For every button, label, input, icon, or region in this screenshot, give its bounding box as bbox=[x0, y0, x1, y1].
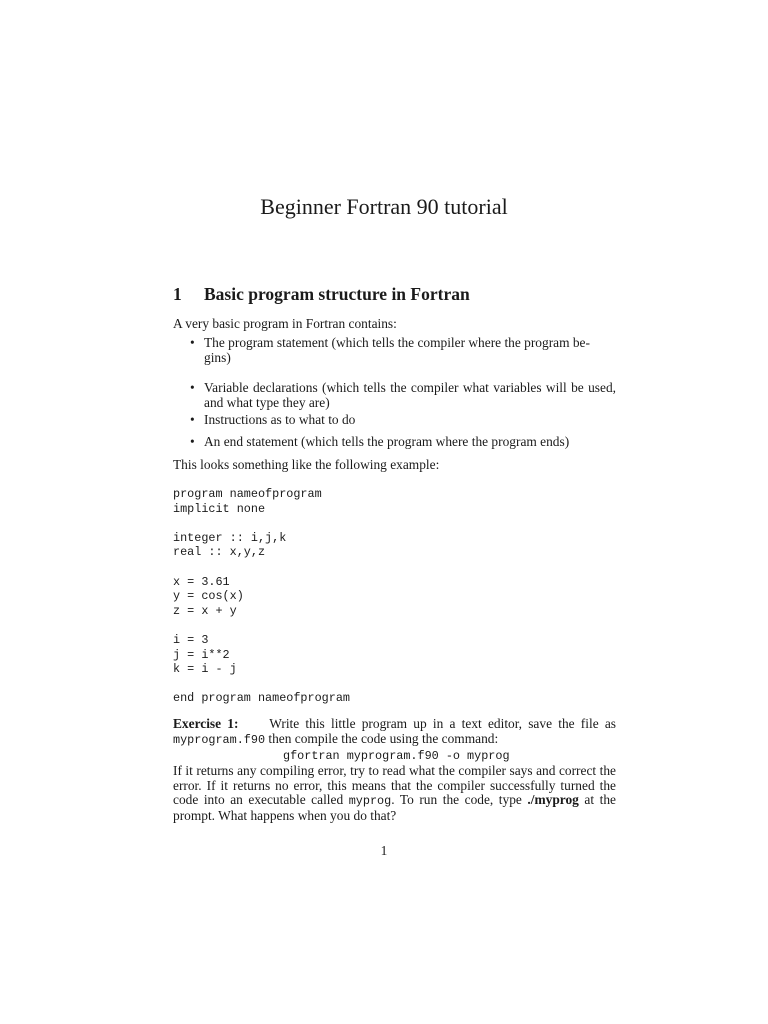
code-line: end program nameofprogram bbox=[173, 691, 350, 706]
exercise-text-5: at the prompt. What happens when you do that? bbox=[173, 792, 616, 823]
code-block bbox=[173, 487, 350, 706]
document-title: Beginner Fortran 90 tutorial bbox=[260, 194, 508, 219]
bullet-icon: • bbox=[190, 380, 195, 395]
code-blank-line bbox=[173, 677, 350, 692]
code-line: x = 3.61 bbox=[173, 574, 230, 589]
page-number: 1 bbox=[380, 843, 388, 858]
bullet-icon: • bbox=[190, 335, 195, 350]
list-item bbox=[190, 435, 616, 450]
exercise-paragraph bbox=[173, 717, 616, 747]
code-line: real :: x,y,z bbox=[173, 545, 266, 560]
exercise-label: Exercise 1: bbox=[173, 716, 239, 731]
exercise-instructions bbox=[173, 764, 616, 823]
exercise-text-3: If it returns any compiling error, try to read what the compiler says and correct the error. If it returns no error, this means that the compiler successfully turned the code into an executable called bbox=[173, 763, 616, 808]
section-intro: A very basic program in Fortran contains: bbox=[173, 316, 397, 331]
run-command: ./myprog bbox=[527, 792, 579, 808]
section-heading bbox=[173, 284, 470, 305]
code-line: y = cos(x) bbox=[173, 589, 244, 604]
list-item-text: The program statement (which tells the compiler where the program be- gins) bbox=[204, 335, 590, 365]
list-item-text: Variable declarations (which tells the compiler what variables will be used, and what type they are) bbox=[204, 380, 616, 410]
code-line: z = x + y bbox=[173, 603, 237, 618]
exercise-text-1: Write this little program up in a text editor, save the file as bbox=[269, 716, 616, 731]
list-item bbox=[190, 336, 616, 365]
exercise-filename: myprogram.f90 bbox=[173, 732, 266, 747]
exercise-text-4: . To run the code, type bbox=[391, 792, 528, 808]
list-item-text: Instructions as to what to do bbox=[204, 412, 356, 427]
bullet-icon: • bbox=[190, 412, 195, 427]
list-item bbox=[190, 381, 616, 410]
compile-command: gfortran myprogram.f90 -o myprog bbox=[283, 749, 510, 763]
code-blank-line bbox=[173, 516, 350, 531]
code-line: j = i**2 bbox=[173, 647, 230, 662]
code-line: implicit none bbox=[173, 501, 266, 516]
example-intro: This looks something like the following example: bbox=[173, 457, 440, 472]
code-line: k = i - j bbox=[173, 662, 237, 677]
exercise-text-2: then compile the code using the command: bbox=[265, 730, 499, 746]
section-heading-text: Basic program structure in Fortran bbox=[204, 284, 470, 304]
code-blank-line bbox=[173, 560, 350, 575]
code-blank-line bbox=[173, 618, 350, 633]
code-line: i = 3 bbox=[173, 632, 209, 647]
code-line: program nameofprogram bbox=[173, 487, 322, 501]
list-item bbox=[190, 413, 616, 428]
bullet-icon: • bbox=[190, 434, 195, 449]
code-line: integer :: i,j,k bbox=[173, 530, 287, 545]
list-item-text: An end statement (which tells the program where the program ends) bbox=[204, 434, 570, 449]
executable-name: myprog bbox=[348, 794, 392, 809]
section-number: 1 bbox=[173, 284, 182, 304]
